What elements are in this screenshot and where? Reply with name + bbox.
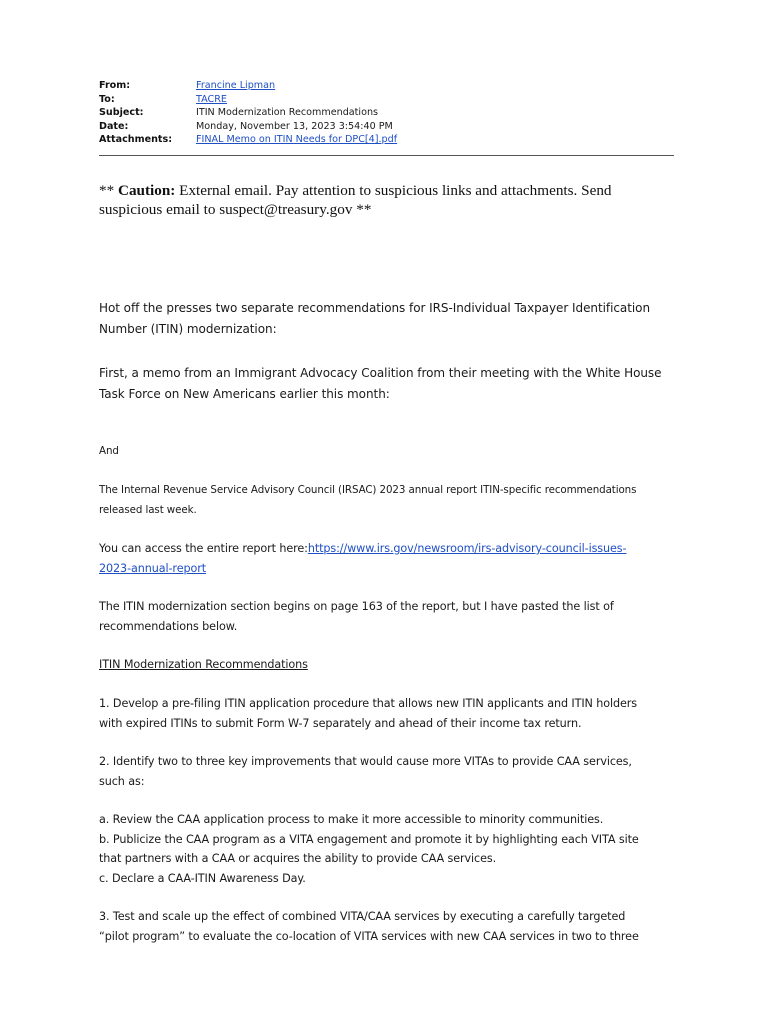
intro-paragraph — [99, 298, 681, 340]
header-row-date — [99, 120, 674, 134]
rec3-line-2: “pilot program” to evaluate the co-location of VITA services with new CAA services in two to three — [99, 929, 639, 943]
intro-line-1: Hot off the presses two separate recommendations for IRS-Individual Taxpayer Identification — [99, 301, 651, 315]
report-link-part-1[interactable]: https://www.irs.gov/newsroom/irs-advisory-council-issues- — [307, 542, 627, 555]
section-line-2: recommendations below. — [99, 619, 238, 633]
rec2c-line: c. Declare a CAA-ITIN Awareness Day. — [99, 871, 306, 885]
rec1-line-1: 1. Develop a pre-filing ITIN application procedure that allows new ITIN applicants and ITIN holders — [99, 697, 638, 710]
irsac-line-2: released last week. — [99, 503, 197, 516]
memo-line-2: Task Force on New Americans earlier this month: — [99, 387, 390, 401]
rec3-line-1: 3. Test and scale up the effect of combined VITA/CAA services by executing a carefully targeted — [99, 910, 626, 923]
caution-prefix: ** — [99, 182, 118, 199]
email-header — [99, 79, 674, 147]
rec2-line-1: 2. Identify two to three key improvements that would cause more VITAs to provide CAA services, — [99, 755, 632, 768]
header-row-subject — [99, 106, 674, 120]
memo-paragraph — [99, 363, 681, 405]
to-label: To: — [99, 93, 115, 105]
rec2b-line-1: b. Publicize the CAA program as a VITA engagement and promote it by highlighting each VITA site — [99, 832, 639, 846]
caution-banner — [99, 181, 679, 219]
rec2b-line-2: that partners with a CAA or acquires the ability to provide CAA services. — [99, 852, 497, 865]
memo-line-1: First, a memo from an Immigrant Advocacy Coalition from their meeting with the White House — [99, 366, 662, 380]
and-paragraph — [99, 442, 681, 462]
attachment-link[interactable]: FINAL Memo on ITIN Needs for DPC[4].pdf — [196, 134, 398, 146]
intro-line-2: Number (ITIN) modernization: — [99, 322, 277, 336]
rec2-line-2: such as: — [99, 774, 145, 788]
caution-bold: Caution: — [117, 182, 176, 199]
recommendation-2 — [99, 752, 681, 791]
access-paragraph — [99, 539, 681, 578]
from-label: From: — [99, 80, 131, 91]
caution-line2: suspicious email to suspect@treasury.gov ** — [99, 201, 372, 218]
and-text: And — [99, 445, 119, 457]
from-link[interactable]: Francine Lipman — [196, 80, 276, 91]
subject-label: Subject: — [99, 107, 144, 119]
access-prefix: You can access the entire report here: — [99, 542, 308, 555]
to-link[interactable]: TACRE — [196, 93, 227, 105]
date-label: Date: — [99, 120, 129, 132]
date-value: Monday, November 13, 2023 3:54:40 PM — [196, 120, 393, 132]
recommendation-2-subitems — [99, 810, 681, 888]
attachments-label: Attachments: — [99, 134, 173, 146]
header-row-to — [99, 93, 674, 107]
section-paragraph — [99, 597, 681, 636]
access-line-1 — [99, 539, 681, 559]
recommendation-3 — [99, 907, 681, 946]
header-row-from — [99, 79, 674, 93]
section-line-1: The ITIN modernization section begins on page 163 of the report, but I have pasted the list of — [99, 600, 614, 613]
access-line-2 — [99, 559, 681, 579]
header-divider — [99, 155, 674, 156]
caution-line1: External email. Pay attention to suspicious links and attachments. Send — [175, 182, 612, 199]
recommendations-heading-text: ITIN Modernization Recommendations — [99, 658, 308, 671]
irsac-paragraph — [99, 481, 681, 520]
rec1-line-2: with expired ITINs to submit Form W-7 separately and ahead of their income tax return. — [99, 716, 582, 730]
recommendation-1 — [99, 694, 681, 733]
header-row-attachments — [99, 133, 674, 147]
recommendations-heading — [99, 655, 681, 675]
report-link-part-2[interactable]: 2023-annual-report — [99, 561, 207, 575]
irsac-line-1: The Internal Revenue Service Advisory Council (IRSAC) 2023 annual report ITIN-specific recommendations — [99, 484, 637, 496]
subject-value: ITIN Modernization Recommendations — [196, 107, 379, 119]
rec2a-line: a. Review the CAA application process to make it more accessible to minority communities. — [99, 813, 604, 826]
